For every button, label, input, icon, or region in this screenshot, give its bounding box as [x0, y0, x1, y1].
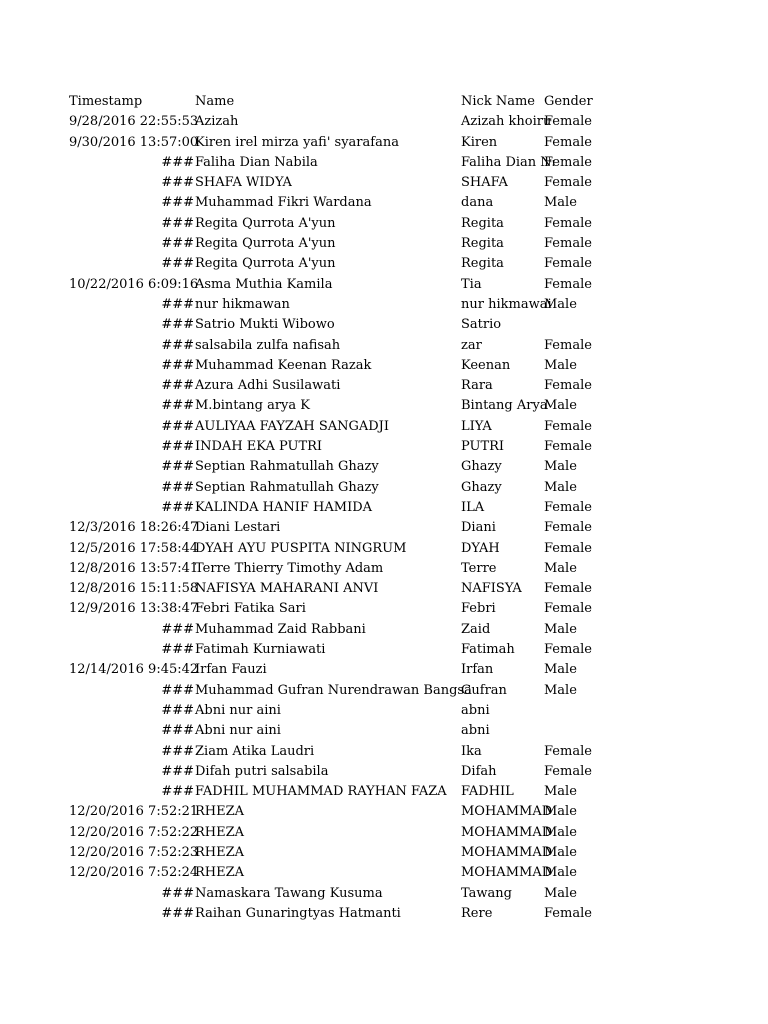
name-cell: Terre Thierry Timothy Adam	[195, 560, 384, 576]
nick-name-cell: Tawang	[461, 885, 512, 901]
table-row	[0, 498, 768, 518]
table-row	[0, 336, 768, 356]
nick-name-cell: Fatimah	[461, 642, 515, 658]
name-cell: Faliha Dian Nabila	[195, 154, 318, 170]
gender-cell: Female	[544, 215, 592, 231]
timestamp-cell: ###	[161, 337, 194, 353]
gender-cell: Male	[544, 824, 577, 840]
table-row	[0, 559, 768, 579]
nick-name-cell: MOHAMMAD	[461, 804, 553, 820]
table-row	[0, 214, 768, 234]
name-cell: Muhammad Keenan Razak	[195, 357, 372, 373]
gender-cell: Female	[544, 601, 592, 617]
table-body	[0, 112, 768, 924]
name-cell: INDAH EKA PUTRI	[195, 439, 323, 455]
nick-name-cell: Keenan	[461, 357, 511, 373]
nick-name-cell: Ika	[461, 743, 482, 759]
nick-name-cell: Faliha Dian N:	[461, 154, 556, 170]
gender-cell: Male	[544, 662, 577, 678]
table-row	[0, 478, 768, 498]
nick-name-cell: Diani	[461, 520, 496, 536]
header-gender: Gender	[544, 94, 593, 109]
table-row	[0, 823, 768, 843]
gender-cell: Female	[544, 175, 592, 191]
table-row	[0, 133, 768, 153]
timestamp-cell: ###	[161, 784, 194, 800]
gender-cell: Female	[544, 439, 592, 455]
header-timestamp: Timestamp	[69, 94, 143, 109]
gender-cell: Male	[544, 479, 577, 495]
name-cell: Kiren irel mirza yafi' syarafana	[195, 134, 399, 150]
nick-name-cell: Irfan	[461, 662, 494, 678]
nick-name-cell: Azizah khoiru	[461, 114, 552, 130]
gender-cell: Female	[544, 134, 592, 150]
name-cell: Irfan Fauzi	[195, 662, 267, 678]
timestamp-cell: ###	[161, 398, 194, 414]
gender-cell: Female	[544, 154, 592, 170]
name-cell: AULIYAA FAYZAH SANGADJI	[195, 418, 390, 434]
name-cell: Septian Rahmatullah Ghazy	[195, 459, 379, 475]
gender-cell: Male	[544, 682, 577, 698]
name-cell: NAFISYA MAHARANI ANVI	[195, 581, 379, 597]
name-cell: RHEZA	[195, 804, 245, 820]
timestamp-cell: 10/22/2016 6:09:16	[69, 276, 199, 292]
name-cell: salsabila zulfa nafisah	[195, 337, 341, 353]
table-row	[0, 904, 768, 924]
timestamp-cell: ###	[161, 317, 194, 333]
name-cell: M.bintang arya K	[195, 398, 311, 414]
timestamp-cell: ###	[161, 357, 194, 373]
gender-cell: Male	[544, 195, 577, 211]
timestamp-cell: ###	[161, 702, 194, 718]
name-cell: Febri Fatika Sari	[195, 601, 306, 617]
nick-name-cell: Kiren	[461, 134, 498, 150]
timestamp-cell: ###	[161, 175, 194, 191]
timestamp-cell: ###	[161, 682, 194, 698]
table-row	[0, 275, 768, 295]
gender-cell: Male	[544, 560, 577, 576]
table-row	[0, 762, 768, 782]
table-row	[0, 721, 768, 741]
table-row	[0, 660, 768, 680]
table-row	[0, 315, 768, 335]
nick-name-cell: ILA	[461, 499, 485, 515]
name-cell: Muhammad Gufran Nurendrawan Bangsa	[195, 682, 472, 698]
nick-name-cell: Difah	[461, 763, 497, 779]
table-row	[0, 599, 768, 619]
nick-name-cell: FADHIL	[461, 784, 514, 800]
timestamp-cell: ###	[161, 256, 194, 272]
table-row	[0, 254, 768, 274]
name-cell: Muhammad Zaid Rabbani	[195, 621, 366, 637]
gender-cell: Male	[544, 398, 577, 414]
nick-name-cell: Bintang Arya	[461, 398, 548, 414]
name-cell: Ziam Atika Laudri	[195, 743, 315, 759]
table-row	[0, 518, 768, 538]
gender-cell	[544, 315, 604, 335]
name-cell: nur hikmawan	[195, 296, 290, 312]
gender-cell: Female	[544, 499, 592, 515]
table-row	[0, 234, 768, 254]
table-row	[0, 701, 768, 721]
gender-cell: Male	[544, 804, 577, 820]
timestamp-cell: ###	[161, 439, 194, 455]
gender-cell: Male	[544, 784, 577, 800]
timestamp-cell: ###	[161, 236, 194, 252]
header-name: Name	[195, 94, 235, 109]
spreadsheet-page	[0, 92, 768, 924]
gender-cell	[544, 721, 604, 741]
gender-cell: Male	[544, 296, 577, 312]
table-row	[0, 112, 768, 132]
table-row	[0, 376, 768, 396]
nick-name-cell: Regita	[461, 236, 504, 252]
gender-cell: Male	[544, 621, 577, 637]
gender-cell: Female	[544, 581, 592, 597]
nick-name-cell: PUTRI	[461, 439, 505, 455]
header-nick-name: Nick Name	[461, 94, 535, 109]
nick-name-cell: NAFISYA	[461, 581, 522, 597]
name-cell: Muhammad Fikri Wardana	[195, 195, 372, 211]
timestamp-cell: ###	[161, 723, 194, 739]
nick-name-cell: Rara	[461, 378, 493, 394]
timestamp-cell: 9/28/2016 22:55:53	[69, 114, 199, 130]
table-row	[0, 782, 768, 802]
table-row	[0, 417, 768, 437]
timestamp-cell: ###	[161, 642, 194, 658]
name-cell: Abni nur aini	[195, 723, 281, 739]
nick-name-cell: MOHAMMAD	[461, 865, 553, 881]
nick-name-cell: Rere	[461, 905, 493, 921]
name-cell: DYAH AYU PUSPITA NINGRUM	[195, 540, 407, 556]
timestamp-cell: 12/9/2016 13:38:47	[69, 601, 199, 617]
timestamp-cell: 12/5/2016 17:58:44	[69, 540, 199, 556]
timestamp-cell: ###	[161, 154, 194, 170]
gender-cell: Female	[544, 540, 592, 556]
nick-name-cell: Ghazy	[461, 459, 502, 475]
nick-name-cell: dana	[461, 195, 494, 211]
table-row	[0, 356, 768, 376]
nick-name-cell: LIYA	[461, 418, 492, 434]
timestamp-cell: ###	[161, 885, 194, 901]
gender-cell: Female	[544, 114, 592, 130]
timestamp-cell: 9/30/2016 13:57:00	[69, 134, 199, 150]
timestamp-cell: ###	[161, 296, 194, 312]
timestamp-cell: ###	[161, 763, 194, 779]
gender-cell: Female	[544, 337, 592, 353]
timestamp-cell: ###	[161, 499, 194, 515]
timestamp-cell: ###	[161, 378, 194, 394]
gender-cell: Male	[544, 865, 577, 881]
gender-cell: Female	[544, 520, 592, 536]
nick-name-cell: zar	[461, 337, 482, 353]
timestamp-cell: 12/20/2016 7:52:24	[69, 865, 199, 881]
timestamp-cell: 12/20/2016 7:52:22	[69, 824, 199, 840]
name-cell: RHEZA	[195, 824, 245, 840]
gender-cell: Female	[544, 763, 592, 779]
nick-name-cell: MOHAMMAD	[461, 824, 553, 840]
timestamp-cell: ###	[161, 195, 194, 211]
name-cell: Azizah	[195, 114, 239, 130]
timestamp-cell: ###	[161, 743, 194, 759]
table-row	[0, 193, 768, 213]
gender-cell	[544, 701, 604, 721]
table-row	[0, 396, 768, 416]
table-row	[0, 640, 768, 660]
nick-name-cell: DYAH	[461, 540, 500, 556]
table-row	[0, 579, 768, 599]
gender-cell: Male	[544, 459, 577, 475]
table-row	[0, 884, 768, 904]
nick-name-cell: Regita	[461, 215, 504, 231]
nick-name-cell: Tia	[461, 276, 482, 292]
table-row	[0, 295, 768, 315]
nick-name-cell: Regita	[461, 256, 504, 272]
table-row	[0, 539, 768, 559]
name-cell: Diani Lestari	[195, 520, 281, 536]
nick-name-cell: SHAFA	[461, 175, 508, 191]
name-cell: Regita Qurrota A'yun	[195, 256, 336, 272]
timestamp-cell: 12/14/2016 9:45:42	[69, 662, 199, 678]
name-cell: KALINDA HANIF HAMIDA	[195, 499, 373, 515]
table-row	[0, 620, 768, 640]
gender-cell: Female	[544, 905, 592, 921]
gender-cell: Female	[544, 236, 592, 252]
name-cell: RHEZA	[195, 844, 245, 860]
table-row	[0, 843, 768, 863]
nick-name-cell: Gufran	[461, 682, 507, 698]
table-row	[0, 173, 768, 193]
nick-name-cell: Zaid	[461, 621, 491, 637]
table-row	[0, 437, 768, 457]
header-row	[0, 92, 768, 112]
nick-name-cell: Febri	[461, 601, 496, 617]
name-cell: Regita Qurrota A'yun	[195, 215, 336, 231]
timestamp-cell: ###	[161, 479, 194, 495]
timestamp-cell: ###	[161, 905, 194, 921]
name-cell: Septian Rahmatullah Ghazy	[195, 479, 379, 495]
gender-cell: Female	[544, 418, 592, 434]
timestamp-cell: 12/3/2016 18:26:47	[69, 520, 199, 536]
table-row	[0, 742, 768, 762]
name-cell: Namaskara Tawang Kusuma	[195, 885, 383, 901]
name-cell: Asma Muthia Kamila	[195, 276, 333, 292]
gender-cell: Female	[544, 378, 592, 394]
name-cell: Fatimah Kurniawati	[195, 642, 326, 658]
nick-name-cell: Ghazy	[461, 479, 502, 495]
gender-cell: Female	[544, 743, 592, 759]
nick-name-cell: MOHAMMAD	[461, 844, 553, 860]
gender-cell: Female	[544, 276, 592, 292]
name-cell: Azura Adhi Susilawati	[195, 378, 341, 394]
table-row	[0, 863, 768, 883]
name-cell: FADHIL MUHAMMAD RAYHAN FAZA	[195, 784, 447, 800]
name-cell: Regita Qurrota A'yun	[195, 236, 336, 252]
timestamp-cell: 12/8/2016 15:11:58	[69, 581, 199, 597]
nick-name-cell: Terre	[461, 560, 497, 576]
gender-cell: Female	[544, 642, 592, 658]
name-cell: RHEZA	[195, 865, 245, 881]
timestamp-cell: ###	[161, 418, 194, 434]
nick-name-cell: abni	[461, 723, 490, 739]
gender-cell: Male	[544, 844, 577, 860]
gender-cell: Female	[544, 256, 592, 272]
name-cell: Abni nur aini	[195, 702, 281, 718]
timestamp-cell: ###	[161, 215, 194, 231]
timestamp-cell: 12/20/2016 7:52:21	[69, 804, 199, 820]
name-cell: Difah putri salsabila	[195, 763, 329, 779]
timestamp-cell: 12/20/2016 7:52:23	[69, 844, 199, 860]
table-row	[0, 153, 768, 173]
timestamp-cell: ###	[161, 621, 194, 637]
nick-name-cell: Satrio	[461, 317, 502, 333]
gender-cell: Male	[544, 885, 577, 901]
gender-cell: Male	[544, 357, 577, 373]
nick-name-cell: nur hikmawai	[461, 296, 552, 312]
timestamp-cell: ###	[161, 459, 194, 475]
name-cell: Raihan Gunaringtyas Hatmanti	[195, 905, 401, 921]
table-row	[0, 802, 768, 822]
name-cell: SHAFA WIDYA	[195, 175, 292, 191]
nick-name-cell: abni	[461, 702, 490, 718]
timestamp-cell: 12/8/2016 13:57:41	[69, 560, 199, 576]
name-cell: Satrio Mukti Wibowo	[195, 317, 335, 333]
table-row	[0, 457, 768, 477]
table-row	[0, 681, 768, 701]
